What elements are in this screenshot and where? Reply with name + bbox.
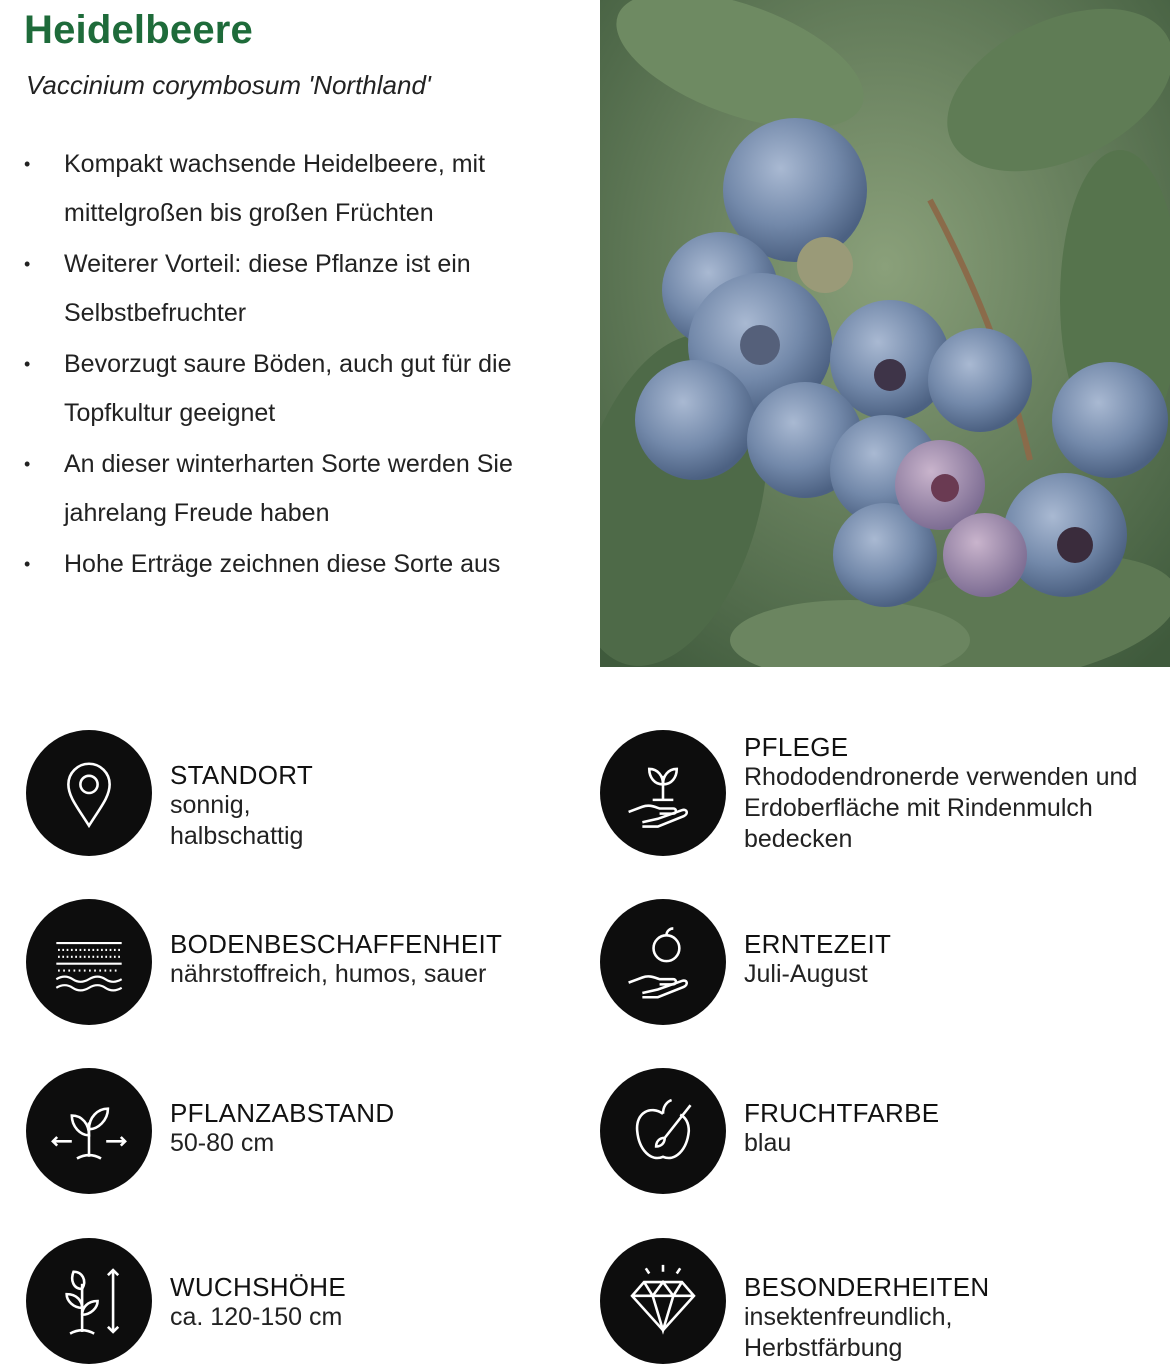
feature-label: BODENBESCHAFFENHEIT <box>170 929 503 959</box>
soil-layers-icon <box>26 899 152 1025</box>
feature-label: WUCHSHÖHE <box>170 1272 347 1302</box>
feature-value: Juli-August <box>744 960 868 988</box>
feature-label: PFLEGE <box>744 732 849 762</box>
product-title: Heidelbeere <box>24 8 253 52</box>
feature-label: PFLANZABSTAND <box>170 1098 395 1128</box>
feature-value: sonnig, halbschattig <box>170 791 304 850</box>
feature-label: FRUCHTFARBE <box>744 1098 940 1128</box>
diamond-icon <box>600 1238 726 1364</box>
feature-value: Rhododendronerde verwenden und Erdoberfläche mit Rindenmulch bedecken <box>744 763 1138 853</box>
feature-bullet-list <box>24 140 584 591</box>
feature-label: ERNTEZEIT <box>744 929 892 959</box>
feature-value: ca. 120-150 cm <box>170 1303 343 1331</box>
seedling-hand-icon <box>600 730 726 856</box>
bullet-item: • Hohe Erträge zeichnen diese Sorte aus <box>24 540 584 589</box>
bullet-item: • Bevorzugt saure Böden, auch gut für die Topfkultur geeignet <box>24 340 584 438</box>
bullet-item: • Weiterer Vorteil: diese Pflanze ist ein Selbstbefruchter <box>24 240 584 338</box>
fruit-hand-icon <box>600 899 726 1025</box>
product-botanical-name: Vaccinium corymbosum 'Northland' <box>26 70 431 100</box>
plant-height-icon <box>26 1238 152 1364</box>
feature-value: blau <box>744 1129 792 1157</box>
feature-value: nährstoffreich, humos, sauer <box>170 960 487 988</box>
feature-value: insektenfreundlich, Herbstfärbung <box>744 1303 953 1362</box>
feature-label: BESONDERHEITEN <box>744 1272 990 1302</box>
feature-value: 50-80 cm <box>170 1129 275 1157</box>
plant-spacing-icon <box>26 1068 152 1194</box>
blueberry-photo <box>600 0 1170 667</box>
location-pin-icon <box>26 730 152 856</box>
bullet-item: • An dieser winterharten Sorte werden Sie jahrelang Freude haben <box>24 440 584 538</box>
apple-brush-icon <box>600 1068 726 1194</box>
bullet-item: • Kompakt wachsende Heidelbeere, mit mittelgroßen bis großen Früchten <box>24 140 584 238</box>
feature-label: STANDORT <box>170 760 314 790</box>
